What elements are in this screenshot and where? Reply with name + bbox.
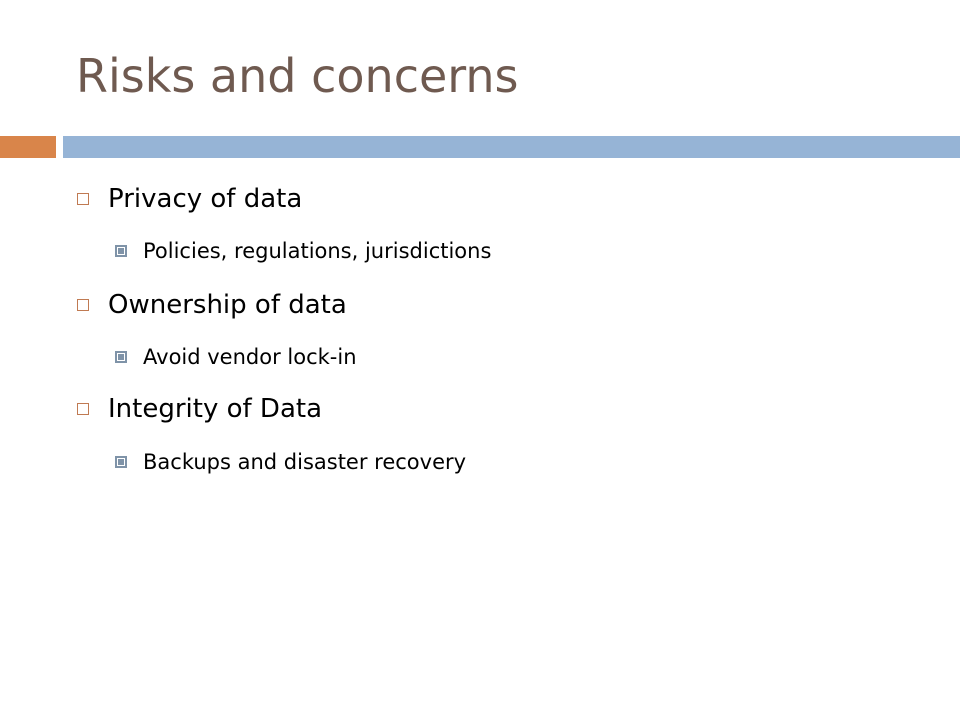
hollow-square-bullet-icon: [77, 193, 89, 205]
filled-square-bullet-icon: [115, 456, 127, 468]
slide-title: Risks and concerns: [76, 49, 519, 103]
bullet-text: Privacy of data: [108, 184, 303, 214]
sub-bullet-text: Policies, regulations, jurisdictions: [143, 239, 492, 263]
bullet-item: [77, 285, 347, 325]
filled-square-bullet-icon: [115, 351, 127, 363]
bullet-text: Ownership of data: [108, 290, 347, 320]
sub-bullet-text: Avoid vendor lock-in: [143, 345, 357, 369]
hollow-square-bullet-icon: [77, 403, 89, 415]
filled-square-bullet-icon: [115, 245, 127, 257]
sub-bullet-item: [115, 445, 466, 479]
sub-bullet-text: Backups and disaster recovery: [143, 450, 467, 474]
sub-bullet-item: [115, 340, 357, 374]
bullet-item: [77, 179, 302, 219]
hollow-square-bullet-icon: [77, 299, 89, 311]
sub-bullet-item: [115, 234, 491, 268]
bullet-item: [77, 389, 322, 429]
bullet-text: Integrity of Data: [108, 394, 323, 424]
